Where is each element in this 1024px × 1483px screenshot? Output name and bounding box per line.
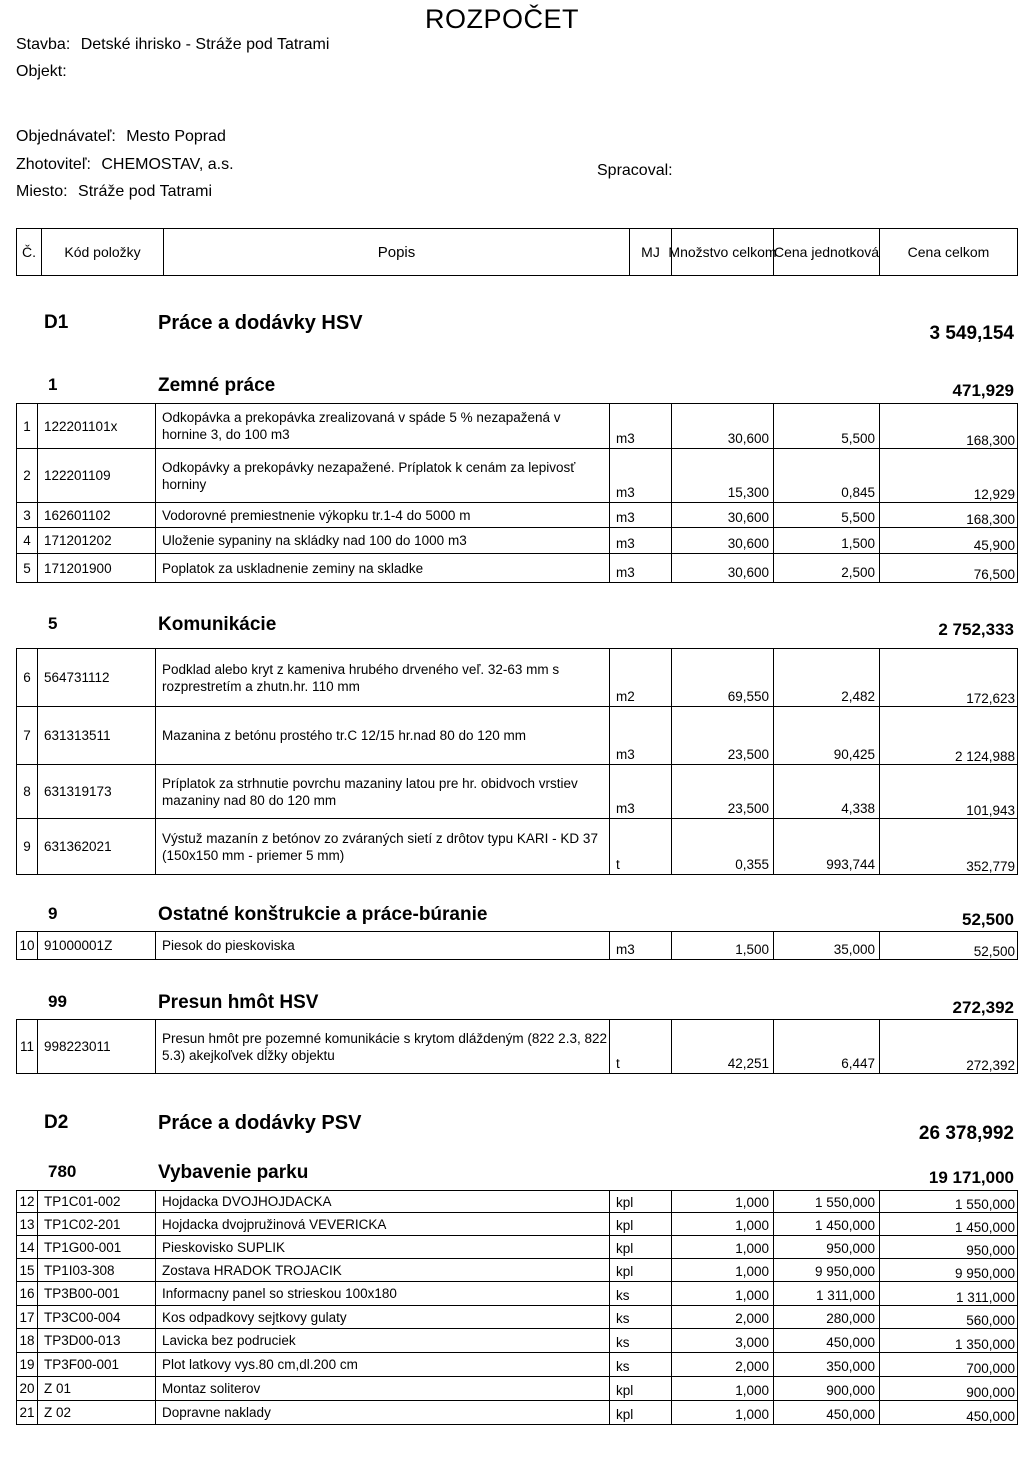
item-total-price: 450,000 xyxy=(879,1401,1019,1424)
item-unit-price: 4,338 xyxy=(773,765,879,818)
item-unit-price: 1 311,000 xyxy=(773,1282,879,1305)
table-row xyxy=(16,1329,1018,1353)
group-name: Zemné práce xyxy=(158,375,276,396)
item-code: 564731112 xyxy=(37,649,155,706)
section-name: Práce a dodávky PSV xyxy=(158,1112,362,1134)
col-header-code: Kód položky xyxy=(41,229,163,275)
table-row xyxy=(16,648,1018,707)
item-number: 10 xyxy=(19,938,35,953)
item-total-price: 1 311,000 xyxy=(879,1282,1019,1305)
table-row xyxy=(16,931,1018,960)
item-total-price: 168,300 xyxy=(879,503,1019,527)
item-description: Výstuž mazanín z betónov zo zváraných sietí z drôtov typu KARI - KD 37 (150x150 mm - priemer 5 mm) xyxy=(155,819,609,874)
objednavatel-value: Mesto Poprad xyxy=(126,128,226,145)
item-quantity: 30,600 xyxy=(671,404,773,448)
item-unit-price: 5,500 xyxy=(773,503,879,527)
item-quantity: 1,000 xyxy=(671,1401,773,1424)
item-code: 91000001Z xyxy=(37,932,155,959)
item-number: 1 xyxy=(23,418,31,434)
table-row xyxy=(16,1259,1018,1282)
item-unit-of-measure: ks xyxy=(609,1282,671,1305)
item-description: Mazanina z betónu prostého tr.C 12/15 hr.nad 80 do 120 mm xyxy=(155,707,609,764)
item-number: 11 xyxy=(19,1039,34,1054)
item-unit-of-measure: m3 xyxy=(609,765,671,818)
item-code: 171201202 xyxy=(37,528,155,553)
item-quantity: 1,000 xyxy=(671,1377,773,1400)
spracoval-label: Spracoval: xyxy=(597,162,673,179)
item-description: Uloženie sypaniny na skládky nad 100 do 1000 m3 xyxy=(155,528,609,553)
item-code: TP3D00-013 xyxy=(37,1329,155,1352)
item-quantity: 3,000 xyxy=(671,1329,773,1352)
item-code: TP1C02-201 xyxy=(37,1213,155,1235)
item-total-price: 2 124,988 xyxy=(879,707,1019,764)
table-row xyxy=(16,449,1018,503)
item-description: Podklad alebo kryt z kameniva hrubého drveného veľ. 32-63 mm s rozprestretím a zhutn.hr. 110 mm xyxy=(155,649,609,706)
item-total-price: 1 450,000 xyxy=(879,1213,1019,1235)
item-quantity: 2,000 xyxy=(671,1306,773,1328)
item-description: Plot latkovy vys.80 cm,dl.200 cm xyxy=(155,1353,609,1376)
group-code: 99 xyxy=(48,992,67,1011)
item-unit-of-measure: ks xyxy=(609,1353,671,1376)
objekt-label: Objekt: xyxy=(16,63,67,80)
table-row xyxy=(16,528,1018,554)
group-code: 1 xyxy=(48,375,58,394)
item-unit-of-measure: m3 xyxy=(609,528,671,553)
item-total-price: 168,300 xyxy=(879,404,1019,448)
item-unit-price: 6,447 xyxy=(773,1020,879,1073)
item-description: Dopravne naklady xyxy=(155,1401,609,1424)
miesto-value: Stráže pod Tatrami xyxy=(78,183,213,200)
item-quantity: 0,355 xyxy=(671,819,773,874)
item-unit-price: 35,000 xyxy=(773,932,879,959)
table-row xyxy=(16,1236,1018,1259)
item-description: Montaz soliterov xyxy=(155,1377,609,1400)
item-unit-of-measure: m3 xyxy=(609,449,671,502)
item-number: 7 xyxy=(23,728,31,743)
item-unit-price: 1 450,000 xyxy=(773,1213,879,1235)
item-code: 162601102 xyxy=(37,503,155,527)
item-number: 19 xyxy=(19,1357,35,1372)
item-unit-of-measure: m2 xyxy=(609,649,671,706)
item-unit-price: 1,500 xyxy=(773,528,879,553)
item-total-price: 700,000 xyxy=(879,1353,1019,1376)
col-header-desc: Popis xyxy=(163,229,629,275)
item-quantity: 23,500 xyxy=(671,707,773,764)
item-quantity: 23,500 xyxy=(671,765,773,818)
stavba-value: Detské ihrisko - Stráže pod Tatrami xyxy=(80,36,330,53)
item-code: TP1I03-308 xyxy=(37,1259,155,1281)
item-number: 4 xyxy=(23,533,31,548)
table-row xyxy=(16,1190,1018,1213)
group-name: Vybavenie parku xyxy=(158,1162,309,1183)
item-unit-price: 350,000 xyxy=(773,1353,879,1376)
item-description: Hojdacka DVOJHOJDACKA xyxy=(155,1191,609,1212)
table-row xyxy=(16,1282,1018,1306)
item-code: 998223011 xyxy=(37,1020,155,1073)
item-quantity: 30,600 xyxy=(671,528,773,553)
item-number: 6 xyxy=(23,670,31,685)
group-code: 780 xyxy=(48,1162,77,1181)
group-code: 5 xyxy=(48,614,58,633)
item-unit-price: 2,482 xyxy=(773,649,879,706)
item-description: Poplatok za uskladnenie zeminy na skladke xyxy=(155,554,609,582)
item-description: Vodorovné premiestnenie výkopku tr.1-4 do 5000 m xyxy=(155,503,609,527)
item-quantity: 69,550 xyxy=(671,649,773,706)
item-total-price: 101,943 xyxy=(879,765,1019,818)
item-number: 16 xyxy=(19,1286,35,1301)
item-code: 631313511 xyxy=(37,707,155,764)
group-code: 9 xyxy=(48,904,58,923)
item-unit-of-measure: kpl xyxy=(609,1213,671,1235)
item-quantity: 1,000 xyxy=(671,1282,773,1305)
item-number: 14 xyxy=(19,1239,35,1255)
stavba-label: Stavba: xyxy=(16,36,71,53)
item-total-price: 9 950,000 xyxy=(879,1259,1019,1281)
item-unit-of-measure: m3 xyxy=(609,554,671,582)
miesto-label: Miesto: xyxy=(16,183,68,200)
item-number: 5 xyxy=(23,560,31,576)
item-quantity: 30,600 xyxy=(671,503,773,527)
item-number: 15 xyxy=(19,1262,35,1278)
item-quantity: 42,251 xyxy=(671,1020,773,1073)
item-unit-of-measure: m3 xyxy=(609,404,671,448)
item-unit-of-measure: kpl xyxy=(609,1377,671,1400)
item-code: TP1C01-002 xyxy=(37,1191,155,1212)
zhotovitel-label: Zhotoviteľ: xyxy=(16,156,91,173)
item-quantity: 30,600 xyxy=(671,554,773,582)
item-unit-price: 0,845 xyxy=(773,449,879,502)
item-description: Kos odpadkovy sejtkovy gulaty xyxy=(155,1306,609,1328)
col-header-qty: Množstvo celkom xyxy=(671,229,773,275)
item-quantity: 1,000 xyxy=(671,1259,773,1281)
item-unit-price: 1 550,000 xyxy=(773,1191,879,1212)
table-row xyxy=(16,707,1018,765)
item-quantity: 1,500 xyxy=(671,932,773,959)
item-number: 8 xyxy=(23,784,31,799)
item-unit-of-measure: t xyxy=(609,819,671,874)
group-total: 272,392 xyxy=(952,998,1014,1017)
section-code: D2 xyxy=(44,1112,69,1133)
col-header-total: Cena celkom xyxy=(879,229,1017,275)
item-quantity: 1,000 xyxy=(671,1191,773,1212)
item-code: Z 02 xyxy=(37,1401,155,1424)
page-title: ROZPOČET xyxy=(425,4,580,34)
item-unit-of-measure: m3 xyxy=(609,707,671,764)
item-unit-price: 950,000 xyxy=(773,1236,879,1258)
column-header-row xyxy=(16,228,1018,276)
item-number: 13 xyxy=(19,1216,35,1232)
item-description: Lavicka bez podruciek xyxy=(155,1329,609,1352)
item-unit-price: 900,000 xyxy=(773,1377,879,1400)
item-number: 17 xyxy=(19,1309,35,1325)
table-row xyxy=(16,1213,1018,1236)
item-unit-of-measure: kpl xyxy=(609,1259,671,1281)
item-total-price: 1 350,000 xyxy=(879,1329,1019,1352)
group-total: 2 752,333 xyxy=(938,620,1014,639)
group-name: Ostatné konštrukcie a práce-búranie xyxy=(158,904,488,925)
col-header-unit: Cena jednotková xyxy=(773,229,879,275)
item-number: 12 xyxy=(19,1194,35,1209)
group-total: 52,500 xyxy=(962,910,1014,929)
item-number: 3 xyxy=(23,507,31,523)
item-unit-of-measure: kpl xyxy=(609,1236,671,1258)
item-quantity: 2,000 xyxy=(671,1353,773,1376)
item-total-price: 45,900 xyxy=(879,528,1019,553)
table-row xyxy=(16,503,1018,528)
item-code: 631362021 xyxy=(37,819,155,874)
item-quantity: 1,000 xyxy=(671,1213,773,1235)
item-total-price: 76,500 xyxy=(879,554,1019,582)
item-unit-of-measure: m3 xyxy=(609,932,671,959)
item-unit-price: 5,500 xyxy=(773,404,879,448)
stavba-line xyxy=(16,36,329,54)
table-row xyxy=(16,403,1018,449)
item-number: 2 xyxy=(23,468,31,483)
item-number: 20 xyxy=(19,1381,35,1396)
item-unit-of-measure: m3 xyxy=(609,503,671,527)
item-description: Pieskovisko SUPLIK xyxy=(155,1236,609,1258)
item-unit-of-measure: kpl xyxy=(609,1191,671,1212)
miesto-line xyxy=(16,183,212,201)
section-code: D1 xyxy=(44,312,69,333)
table-row xyxy=(16,1377,1018,1401)
objednavatel-line xyxy=(16,128,226,146)
item-number: 21 xyxy=(19,1405,35,1420)
item-unit-of-measure: ks xyxy=(609,1329,671,1352)
item-total-price: 12,929 xyxy=(879,449,1019,502)
item-unit-price: 9 950,000 xyxy=(773,1259,879,1281)
item-description: Odkopávka a prekopávka zrealizovaná v spáde 5 % nezapažená v hornine 3, do 100 m3 xyxy=(155,404,609,448)
item-description: Informacny panel so strieskou 100x180 xyxy=(155,1282,609,1305)
section-total: 26 378,992 xyxy=(918,1123,1014,1144)
item-code: TP3F00-001 xyxy=(37,1353,155,1376)
item-total-price: 272,392 xyxy=(879,1020,1019,1073)
group-name: Komunikácie xyxy=(158,614,277,635)
item-code: 631319173 xyxy=(37,765,155,818)
group-name: Presun hmôt HSV xyxy=(158,992,319,1013)
zhotovitel-line xyxy=(16,156,234,174)
item-code: Z 01 xyxy=(37,1377,155,1400)
table-row xyxy=(16,1401,1018,1425)
item-unit-price: 450,000 xyxy=(773,1329,879,1352)
table-row xyxy=(16,819,1018,875)
item-code: TP1G00-001 xyxy=(37,1236,155,1258)
section-total: 3 549,154 xyxy=(929,323,1014,344)
item-total-price: 352,779 xyxy=(879,819,1019,874)
item-description: Piesok do pieskoviska xyxy=(155,932,609,959)
item-total-price: 1 550,000 xyxy=(879,1191,1019,1212)
table-row xyxy=(16,1019,1018,1074)
item-unit-price: 450,000 xyxy=(773,1401,879,1424)
item-description: Hojdacka dvojpružinová VEVERICKA xyxy=(155,1213,609,1235)
item-code: 122201109 xyxy=(37,449,155,502)
item-unit-price: 2,500 xyxy=(773,554,879,582)
item-description: Zostava HRADOK TROJACIK xyxy=(155,1259,609,1281)
item-unit-price: 993,744 xyxy=(773,819,879,874)
item-code: TP3B00-001 xyxy=(37,1282,155,1305)
table-row xyxy=(16,554,1018,583)
item-quantity: 1,000 xyxy=(671,1236,773,1258)
item-total-price: 560,000 xyxy=(879,1306,1019,1328)
item-quantity: 15,300 xyxy=(671,449,773,502)
table-row xyxy=(16,1306,1018,1329)
item-unit-of-measure: ks xyxy=(609,1306,671,1328)
section-name: Práce a dodávky HSV xyxy=(158,312,363,334)
item-unit-of-measure: kpl xyxy=(609,1401,671,1424)
item-code: 122201101x xyxy=(37,404,155,448)
zhotovitel-value: CHEMOSTAV, a.s. xyxy=(101,156,234,173)
item-total-price: 172,623 xyxy=(879,649,1019,706)
item-unit-of-measure: t xyxy=(609,1020,671,1073)
col-header-num: Č. xyxy=(22,243,36,260)
item-unit-price: 90,425 xyxy=(773,707,879,764)
item-total-price: 52,500 xyxy=(879,932,1019,959)
item-description: Príplatok za strhnutie povrchu mazaniny latou pre hr. obidvoch vrstiev mazaniny nad 80 do 120 mm xyxy=(155,765,609,818)
group-total: 19 171,000 xyxy=(928,1168,1014,1187)
objednavatel-label: Objednávateľ: xyxy=(16,128,116,145)
table-row xyxy=(16,765,1018,819)
group-total: 471,929 xyxy=(952,381,1014,400)
item-code: 171201900 xyxy=(37,554,155,582)
item-description: Odkopávky a prekopávky nezapažené. Príplatok k cenám za lepivosť horniny xyxy=(155,449,609,502)
item-number: 18 xyxy=(19,1333,35,1348)
item-code: TP3C00-004 xyxy=(37,1306,155,1328)
item-number: 9 xyxy=(23,839,31,854)
col-header-mj: MJ xyxy=(629,229,671,275)
item-description: Presun hmôt pre pozemné komunikácie s krytom dláždeným (822 2.3, 822 5.3) akejkoľvek dĺžky objektu xyxy=(155,1020,609,1073)
item-unit-price: 280,000 xyxy=(773,1306,879,1328)
table-row xyxy=(16,1353,1018,1377)
item-total-price: 900,000 xyxy=(879,1377,1019,1400)
item-total-price: 950,000 xyxy=(879,1236,1019,1258)
